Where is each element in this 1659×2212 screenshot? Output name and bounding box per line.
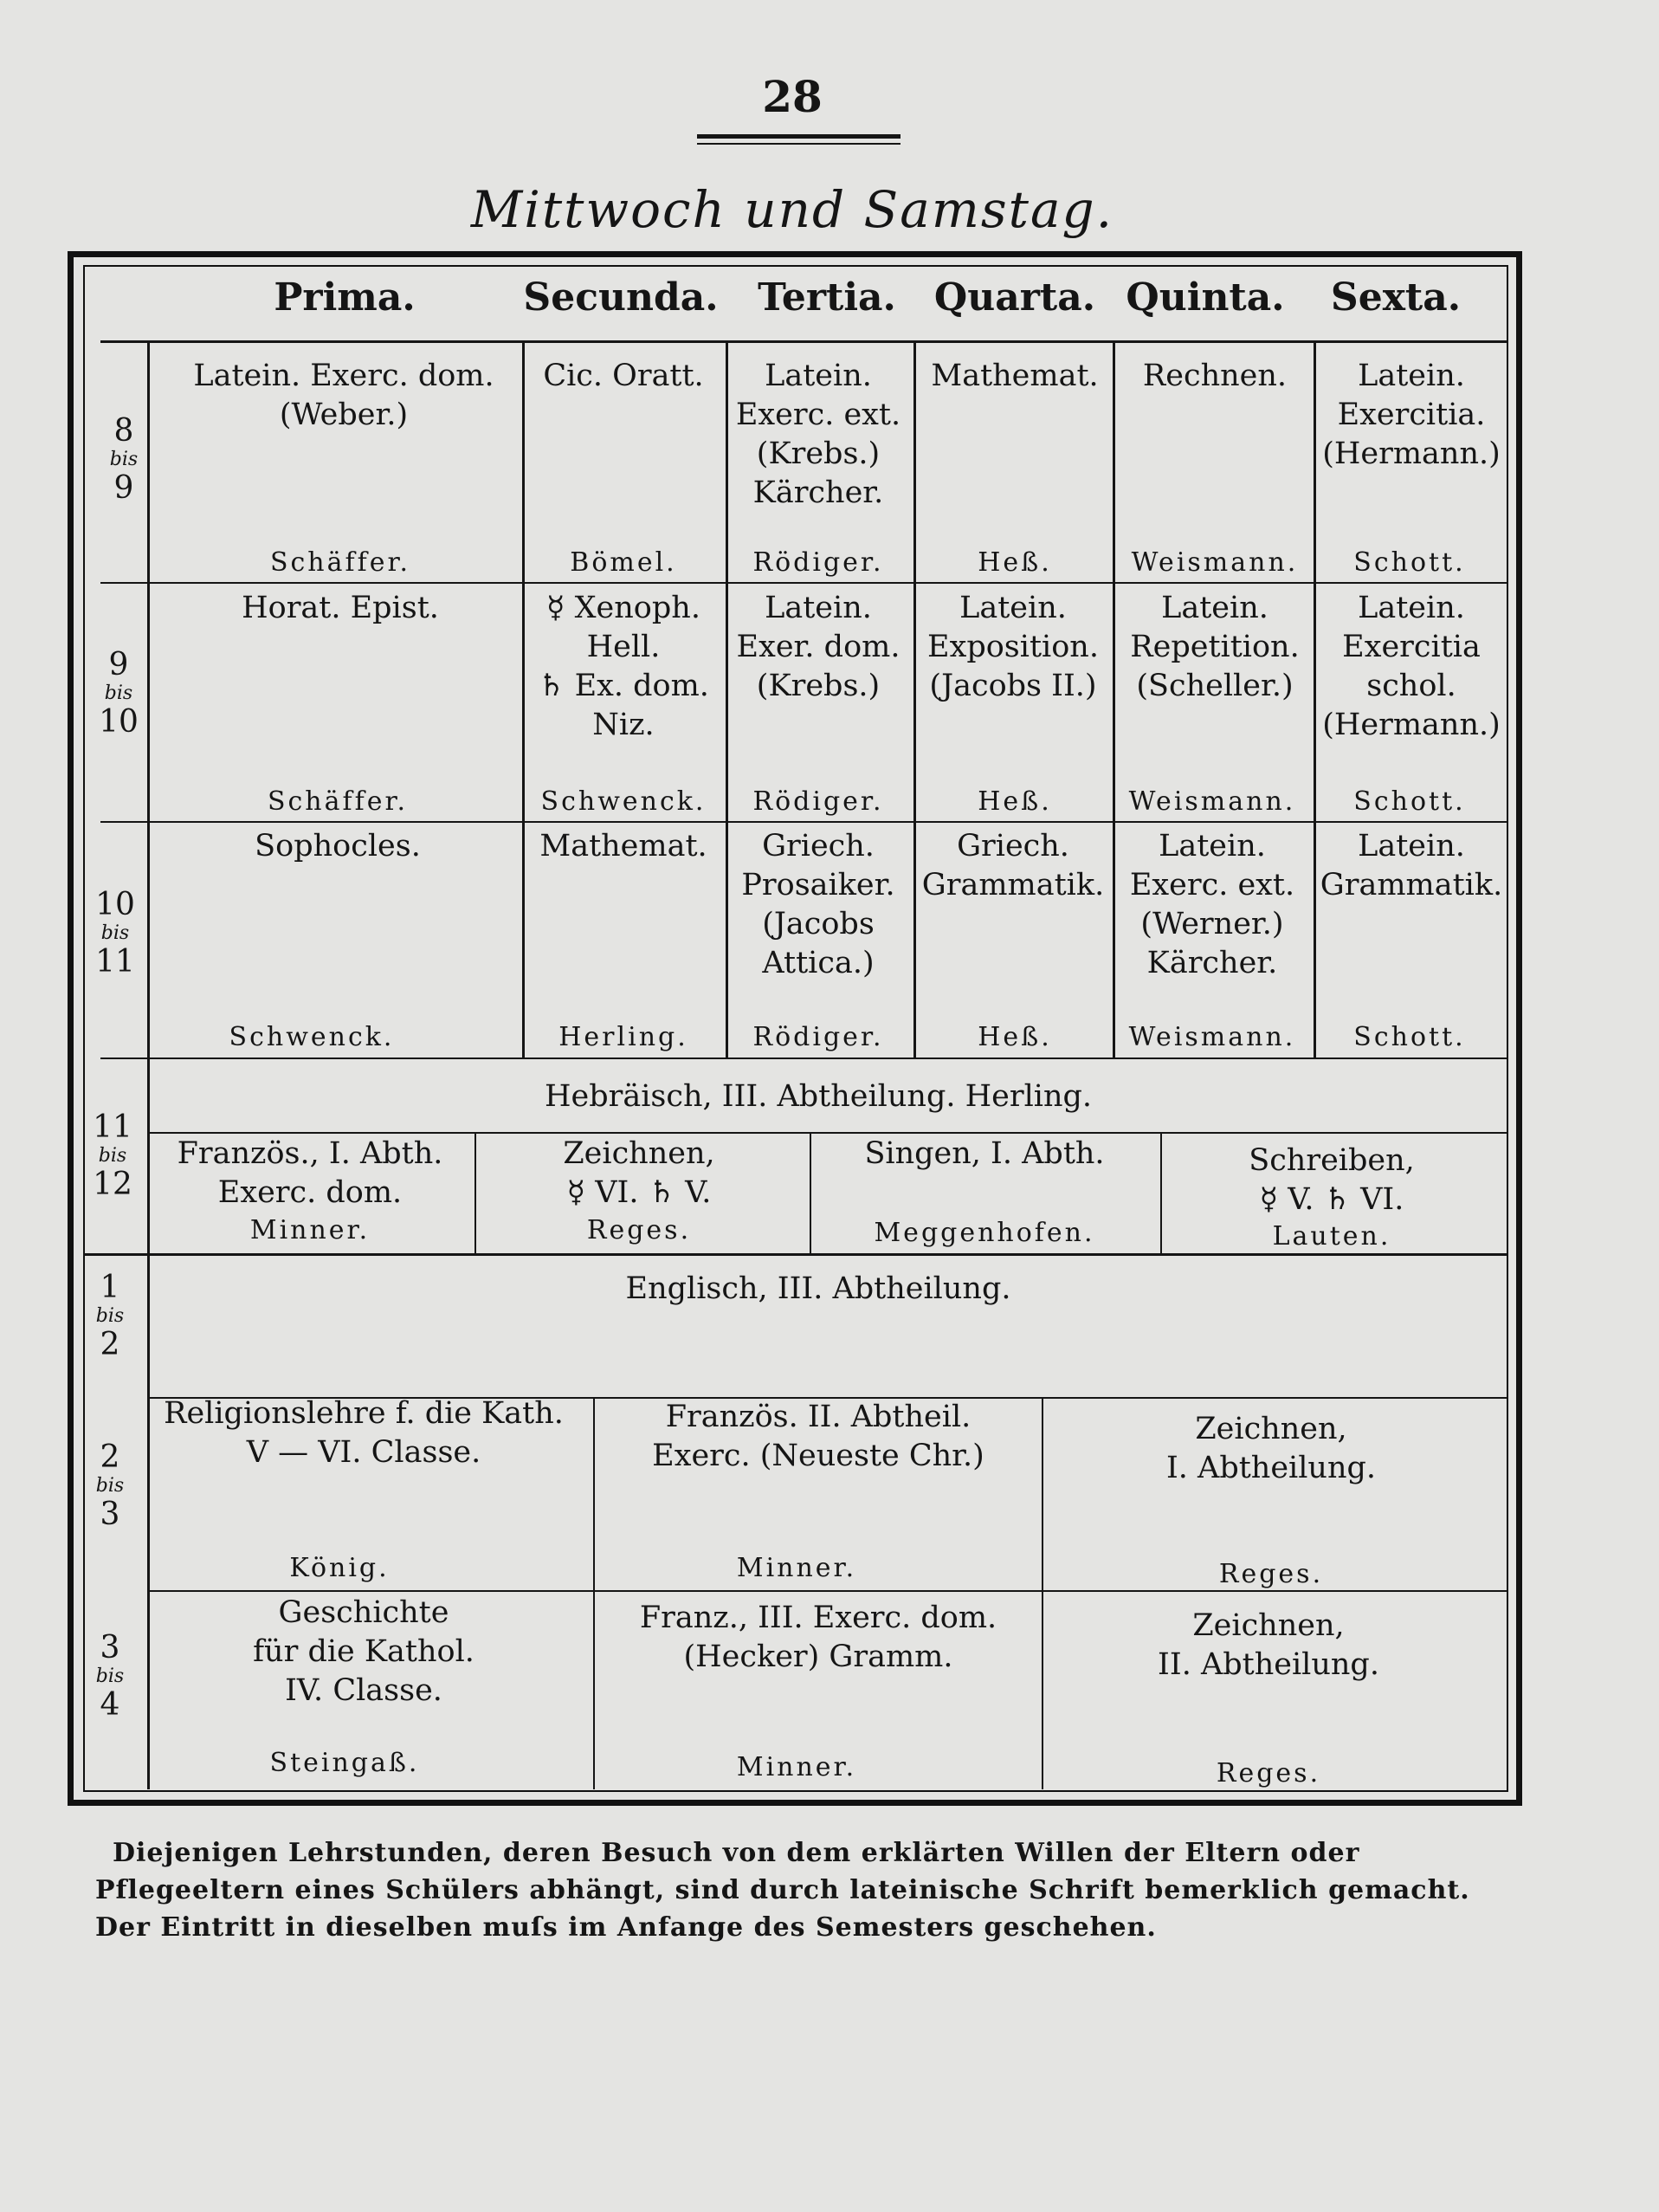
rule-after-9-10	[100, 821, 1507, 823]
teacher-3-4-geschichte: Steingaß.	[269, 1748, 420, 1778]
divider-11-12-a	[474, 1132, 476, 1253]
cell-11-12-schreiben: Schreiben, ☿ V. ♄ VI.	[1249, 1143, 1415, 1217]
divider-v1-upper	[522, 343, 525, 1057]
cell-9-10-secunda: ☿ Xenoph. Hell. ♄ Ex. dom. Niz.	[538, 591, 709, 742]
time-10-11: 10 bis 11	[95, 887, 135, 980]
cell-10-11-tertia: Griech. Prosaiker. (Jacobs Attica.)	[741, 829, 895, 980]
cell-9-10-tertia: Latein. Exer. dom. (Krebs.)	[736, 591, 901, 703]
cell-8-9-sexta: Latein. Exercitia. (Hermann.)	[1322, 359, 1501, 471]
teacher-9-10-quinta: Weismann.	[1128, 786, 1296, 817]
divider-2-4-a	[593, 1397, 595, 1789]
rule-after-11-12	[83, 1253, 1507, 1256]
cell-hebrew: Hebräisch, III. Abtheilung. Herling.	[544, 1079, 1093, 1114]
time-9-10: 9 bis 10	[99, 647, 139, 740]
col-header-quinta: Quinta.	[1126, 275, 1285, 320]
divider-11-12-c	[1160, 1132, 1162, 1253]
teacher-9-10-quarta: Heß.	[978, 786, 1052, 817]
time-2-3: 2 bis 3	[95, 1439, 125, 1532]
teacher-10-11-sexta: Schott.	[1353, 1022, 1466, 1052]
teacher-8-9-tertia: Rödiger.	[752, 547, 884, 578]
teacher-8-9-quinta: Weismann.	[1131, 547, 1299, 578]
cell-8-9-quinta: Rechnen.	[1142, 359, 1288, 393]
divider-11-12-b	[810, 1132, 811, 1253]
teacher-10-11-secunda: Herling.	[558, 1022, 688, 1052]
divider-2-4-b	[1042, 1397, 1043, 1789]
teacher-11-12-schreiben: Lauten.	[1272, 1221, 1391, 1252]
col-header-prima: Prima.	[274, 275, 416, 320]
col-header-tertia: Tertia.	[758, 275, 896, 320]
cell-9-10-quinta: Latein. Repetition. (Scheller.)	[1130, 591, 1300, 703]
time-8-9: 8 bis 9	[109, 413, 139, 506]
cell-9-10-quarta: Latein. Exposition. (Jacobs II.)	[927, 591, 1099, 703]
teacher-3-4-zeichnen: Reges.	[1216, 1758, 1321, 1788]
cell-8-9-tertia: Latein. Exerc. ext. (Krebs.) Kärcher.	[735, 359, 901, 510]
cell-11-12-zeichnen: Zeichnen, ☿ VI. ♄ V.	[563, 1136, 715, 1210]
teacher-8-9-secunda: Bömel.	[570, 547, 677, 578]
page-heading: Mittwoch und Samstag.	[470, 180, 1114, 239]
cell-10-11-secunda: Mathemat.	[539, 829, 707, 863]
rule-after-2-3	[147, 1590, 1507, 1592]
teacher-8-9-sexta: Schott.	[1353, 547, 1466, 578]
rule-after-8-9	[100, 582, 1507, 584]
teacher-11-12-singen: Meggenhofen.	[874, 1218, 1095, 1248]
teacher-2-3-zeichnen: Reges.	[1218, 1559, 1324, 1589]
teacher-10-11-quinta: Weismann.	[1128, 1022, 1296, 1052]
cell-10-11-quinta: Latein. Exerc. ext. (Werner.) Kärcher.	[1129, 829, 1295, 980]
cell-3-4-zeichnen: Zeichnen, II. Abtheilung.	[1158, 1608, 1379, 1682]
teacher-8-9-quarta: Heß.	[978, 547, 1052, 578]
rule-after-hebrew	[147, 1132, 1507, 1134]
col-header-quarta: Quarta.	[933, 275, 1096, 320]
cell-8-9-quarta: Mathemat.	[931, 359, 1099, 393]
cell-3-4-franz: Franz., III. Exerc. dom. (Hecker) Gramm.	[639, 1601, 997, 1674]
time-11-12: 11 bis 12	[93, 1109, 132, 1202]
time-column-divider	[147, 343, 150, 1789]
time-3-4: 3 bis 4	[95, 1630, 125, 1723]
header-rule	[100, 340, 1507, 343]
cell-8-9-prima: Latein. Exerc. dom. (Weber.)	[193, 359, 494, 432]
teacher-10-11-prima: Schwenck.	[229, 1022, 395, 1052]
page-number-rule-thin	[697, 143, 901, 145]
page-number: 28	[762, 71, 823, 122]
cell-10-11-sexta: Latein. Grammatik.	[1320, 829, 1503, 902]
col-header-sexta: Sexta.	[1330, 275, 1462, 320]
footnote	[95, 1834, 1472, 1946]
cell-8-9-secunda: Cic. Oratt.	[543, 359, 704, 393]
divider-v3-upper	[913, 343, 916, 1057]
cell-10-11-quarta: Griech. Grammatik.	[921, 829, 1105, 902]
cell-2-3-religion: Religionslehre f. die Kath. V — VI. Classe.	[164, 1396, 564, 1470]
footnote-line-1: Diejenigen Lehrstunden, deren Besuch von dem erklärten Willen der Eltern oder	[113, 1838, 1360, 1868]
cell-9-10-sexta: Latein. Exercitia schol. (Hermann.)	[1322, 591, 1501, 742]
teacher-8-9-prima: Schäffer.	[269, 547, 411, 578]
rule-after-10-11	[100, 1057, 1507, 1059]
cell-2-3-franzoes: Französ. II. Abtheil. Exerc. (Neueste Chr.)	[652, 1400, 984, 1473]
divider-v4-upper	[1113, 343, 1115, 1057]
cell-2-3-zeichnen: Zeichnen, I. Abtheilung.	[1165, 1412, 1377, 1485]
cell-3-4-geschichte: Geschichte für die Kathol. IV. Classe.	[253, 1595, 474, 1708]
footnote-line-3: Der Eintritt in dieselben muſs im Anfange des Semesters geschehen.	[95, 1912, 1157, 1943]
page-number-rule	[697, 134, 901, 139]
teacher-9-10-sexta: Schott.	[1353, 786, 1466, 817]
teacher-10-11-tertia: Rödiger.	[752, 1022, 884, 1052]
teacher-10-11-quarta: Heß.	[978, 1022, 1052, 1052]
teacher-9-10-tertia: Rödiger.	[752, 786, 884, 817]
divider-v2-upper	[726, 343, 728, 1057]
footnote-line-2: Pflegeeltern eines Schülers abhängt, sind durch lateinische Schrift bemerklich gemacht.	[95, 1875, 1470, 1905]
cell-englisch: Englisch, III. Abtheilung.	[625, 1271, 1011, 1306]
teacher-9-10-secunda: Schwenck.	[540, 786, 707, 817]
teacher-9-10-prima: Schäffer.	[267, 786, 409, 817]
teacher-11-12-franzoes: Minner.	[249, 1215, 371, 1245]
teacher-2-3-franzoes: Minner.	[736, 1553, 857, 1583]
teacher-11-12-zeichnen: Reges.	[586, 1215, 692, 1245]
col-header-secunda: Secunda.	[523, 275, 719, 320]
teacher-2-3-religion: König.	[289, 1553, 390, 1583]
cell-11-12-franzoes: Französ., I. Abth. Exerc. dom.	[177, 1136, 443, 1210]
cell-9-10-prima: Horat. Epist.	[242, 591, 439, 625]
teacher-3-4-franz: Minner.	[736, 1752, 857, 1782]
time-1-2: 1 bis 2	[95, 1270, 125, 1362]
cell-11-12-singen: Singen, I. Abth.	[864, 1136, 1105, 1171]
divider-v5-upper	[1314, 343, 1316, 1057]
cell-10-11-prima: Sophocles.	[255, 829, 421, 863]
